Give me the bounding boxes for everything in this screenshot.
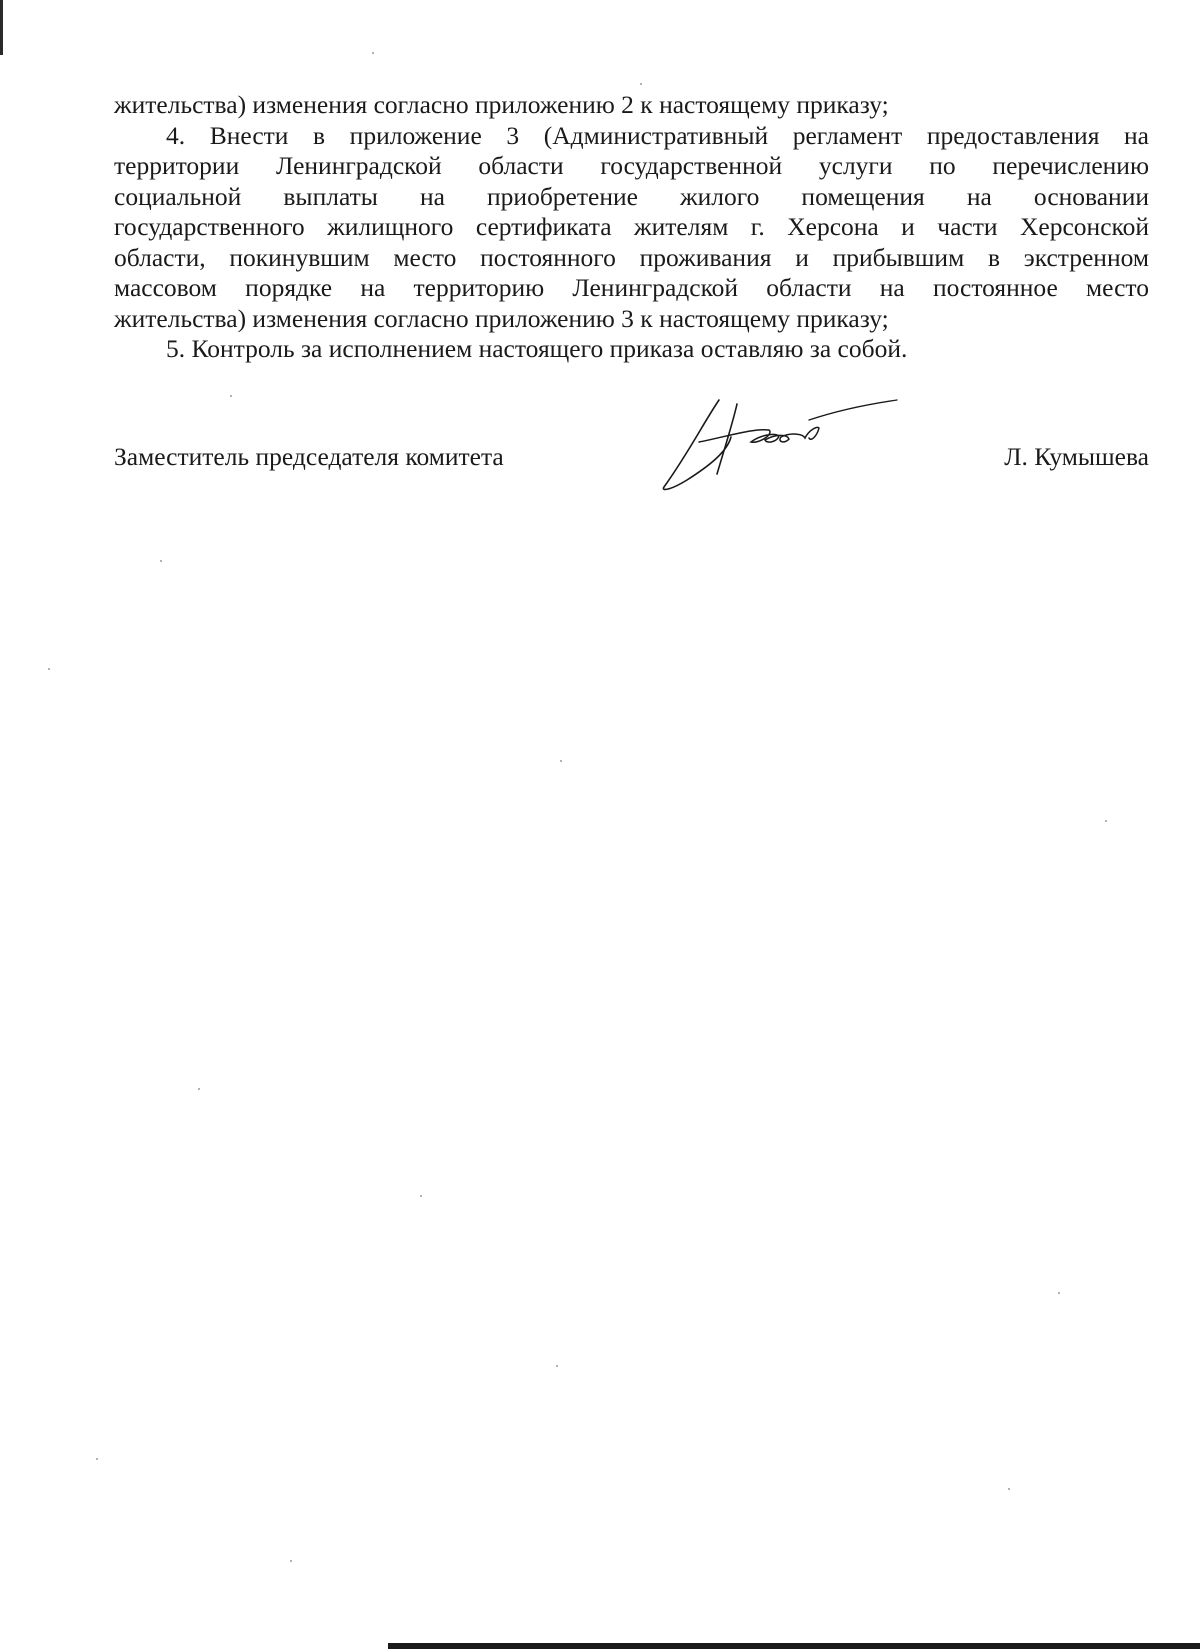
- signatory-title: Заместитель председателя комитета: [114, 442, 504, 471]
- scan-bottom-edge: [388, 1643, 1200, 1649]
- text-line: массовом порядке на территорию Ленинградской области на постоянное место: [114, 273, 1149, 302]
- text-line: жительства) изменения согласно приложению 2 к настоящему приказу;: [114, 90, 889, 119]
- scan-speck: [198, 1088, 200, 1090]
- scan-speck: [160, 560, 162, 562]
- scan-speck: [96, 1458, 98, 1460]
- scan-speck: [420, 1195, 422, 1197]
- text-line: 5. Контроль за исполнением настоящего приказа оставляю за собой.: [166, 334, 908, 363]
- handwritten-signature: [659, 392, 899, 492]
- text-line: жительства) изменения согласно приложению 3 к настоящему приказу;: [114, 303, 889, 333]
- signature-block: [114, 430, 1149, 490]
- text-line: 4. Внести в приложение 3 (Административный регламент предоставления на: [166, 120, 1149, 150]
- text-line: государственного жилищного сертификата жителям г. Херсона и части Херсонской: [114, 212, 1149, 241]
- text-line: области, покинувшим место постоянного проживания и прибывшим в экстренном: [114, 242, 1149, 272]
- scan-speck: [372, 52, 374, 54]
- scan-speck: [1008, 1488, 1010, 1490]
- scan-speck: [556, 1365, 558, 1367]
- scan-speck: [230, 395, 232, 397]
- scan-speck: [1058, 1292, 1060, 1294]
- scan-speck: [560, 760, 562, 762]
- scan-speck: [1105, 820, 1107, 822]
- text-line: социальной выплаты на приобретение жилого помещения на основании: [114, 181, 1149, 211]
- document-body: [114, 90, 1149, 365]
- scan-speck: [48, 668, 50, 670]
- scan-speck: [640, 83, 642, 85]
- signatory-name: Л. Кумышева: [1004, 442, 1149, 471]
- text-line: территории Ленинградской области государственной услуги по перечислению: [114, 151, 1149, 180]
- scan-left-edge: [0, 0, 3, 55]
- scan-speck: [290, 1560, 292, 1562]
